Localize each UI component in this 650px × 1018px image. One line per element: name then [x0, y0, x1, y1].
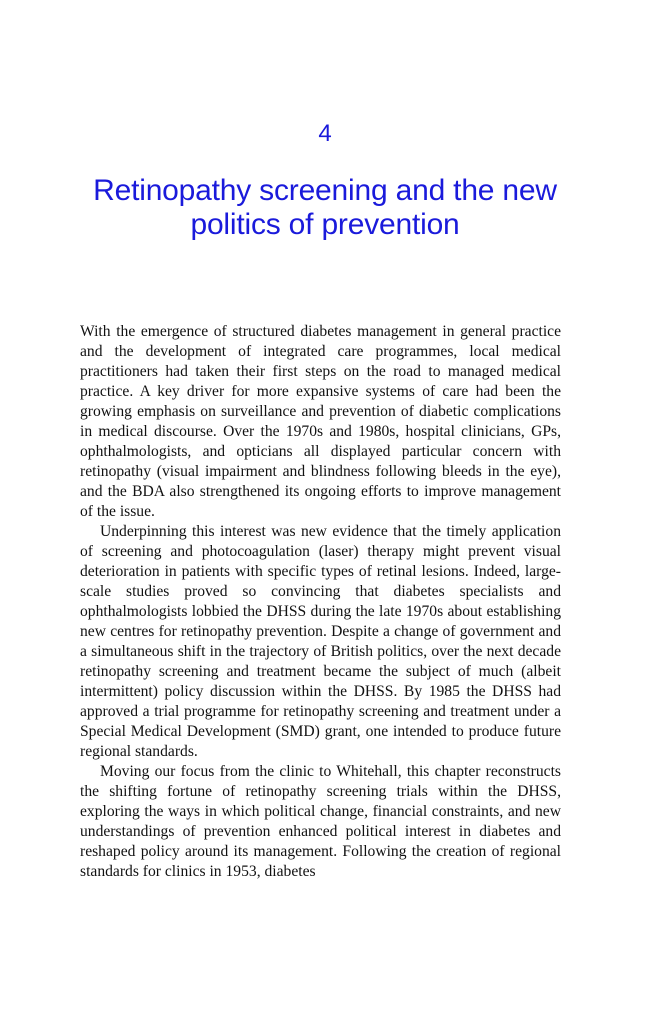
chapter-body — [80, 322, 561, 882]
chapter-number: 4 — [318, 120, 332, 147]
paragraph-1: With the emergence of structured diabetes management in general practice and the development of integrated care programmes, local medical practitioners had taken their first steps on the road to managed medical practice. A key driver for more expansive systems of care had been the growing emphasis on surveillance and prevention of diabetic complications in medical discourse. Over the 1970s and 1980s, hospital clinicians, GPs, ophthalmologists, and opticians all displayed particular concern with retinopathy (visual impairment and blindness following bleeds in the eye), and the BDA also strengthened its ongoing efforts to improve management of the issue. — [80, 323, 561, 520]
paragraph-3: Moving our focus from the clinic to Whitehall, this chapter reconstructs the shifting fortune of retinopathy screening trials within the DHSS, exploring the ways in which political change, financial constraints, and new understandings of prevention enhanced political interest in diabetes and reshaped policy around its management. Following the creation of regional standards for clinics in 1953, diabetes — [80, 763, 561, 880]
chapter-title: Retinopathy screening and the new politics of prevention — [93, 174, 557, 241]
paragraph-2: Underpinning this interest was new evidence that the timely application of screening and photocoagulation (laser) therapy might prevent visual deterioration in patients with specific types of retinal lesions. Indeed, large-scale studies proved so convincing that diabetes specialists and ophthalmologists lobbied the DHSS during the late 1970s about establishing new centres for retinopathy prevention. Despite a change of government and a simultaneous shift in the trajectory of British politics, over the next decade retinopathy screening and treatment became the subject of much (albeit intermittent) policy discussion within the DHSS. By 1985 the DHSS had approved a trial programme for retinopathy screening and treatment under a Special Medical Development (SMD) grant, one intended to produce future regional standards. — [80, 523, 561, 760]
